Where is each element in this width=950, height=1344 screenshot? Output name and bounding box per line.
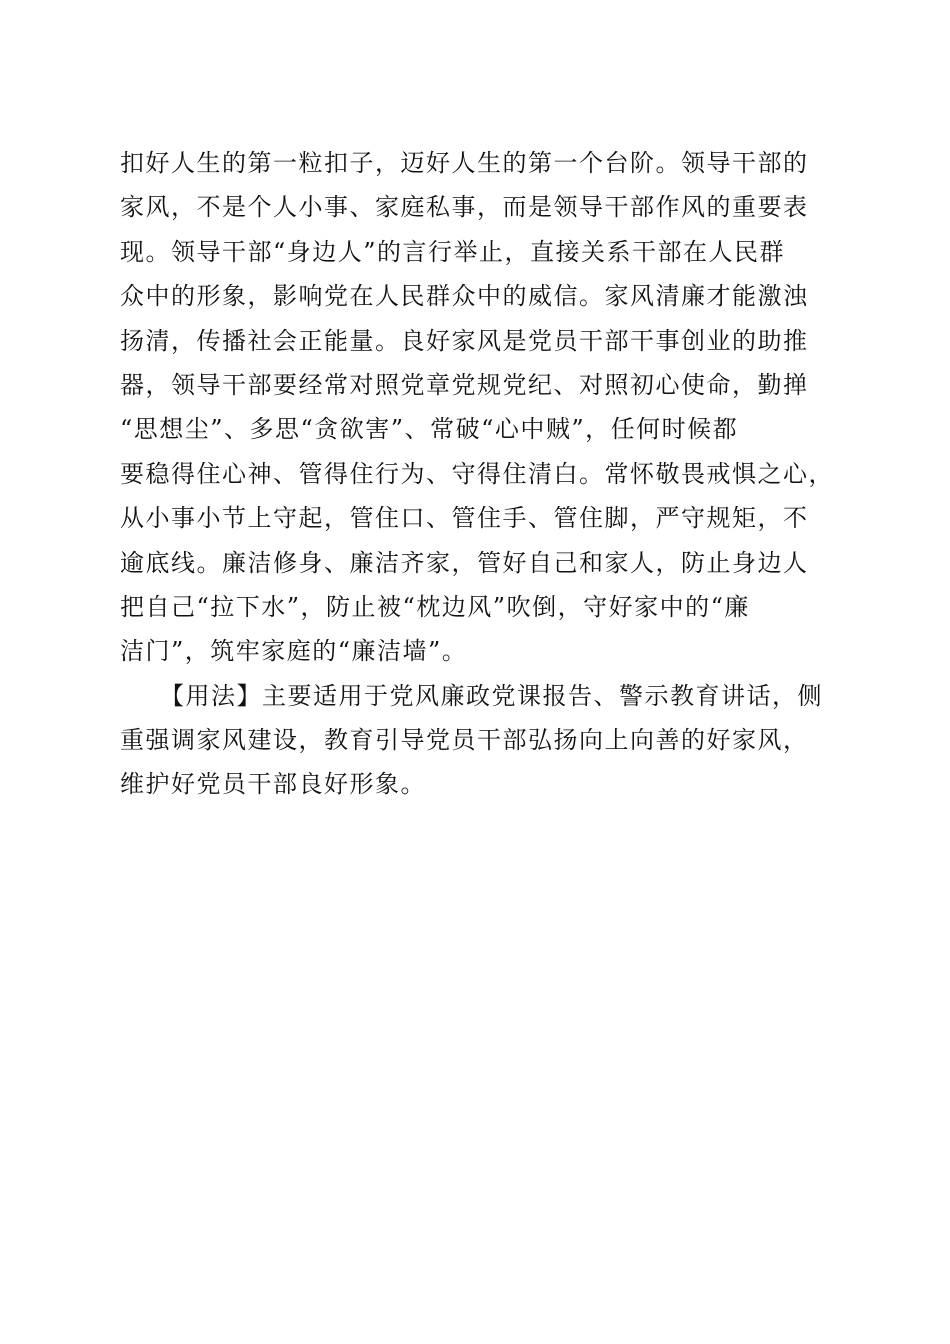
text-line: “思想尘”、多思“贪欲害”、常破“心中贼”，任何时候都: [120, 415, 739, 444]
text-line: 重强调家风建设，教育引导党员干部弘扬向上向善的好家风，: [120, 726, 809, 755]
text-line: 扬清，传播社会正能量。良好家风是党员干部干事创业的助推: [120, 326, 809, 355]
text-line: 逾底线。廉洁修身、廉洁齐家，管好自己和家人，防止身边人: [120, 548, 809, 577]
text-line: 从小事小节上守起，管住口、管住手、管住脚，严守规矩，不: [120, 504, 809, 533]
text-line: 众中的形象，影响党在人民群众中的威信。家风清廉才能激浊: [120, 282, 809, 311]
text-line: 家风，不是个人小事、家庭私事，而是领导干部作风的重要表: [120, 193, 809, 222]
document-body: [120, 141, 840, 807]
text-line: 现。领导干部“身边人”的言行举止，直接关系干部在人民群: [120, 237, 786, 266]
text-line: 扣好人生的第一粒扣子，迈好人生的第一个台阶。领导干部的: [120, 149, 809, 177]
text-line: 要稳得住心神、管得住行为、守得住清白。常怀敬畏戒惧之心，: [120, 459, 834, 488]
paragraph-family-ethics: [120, 141, 840, 674]
paragraph-usage-note: [120, 674, 840, 807]
text-line: 洁门”，筑牢家庭的“廉洁墙”。: [120, 637, 468, 666]
text-line: 器，领导干部要经常对照党章党规党纪、对照初心使命，勤掸: [120, 370, 809, 399]
text-line: 【用法】主要适用于党风廉政党课报告、警示教育讲话，侧: [160, 681, 823, 710]
text-line: 把自己“拉下水”，防止被“枕边风”吹倒，守好家中的“廉: [120, 592, 750, 621]
text-line: 维护好党员干部良好形象。: [120, 770, 426, 799]
